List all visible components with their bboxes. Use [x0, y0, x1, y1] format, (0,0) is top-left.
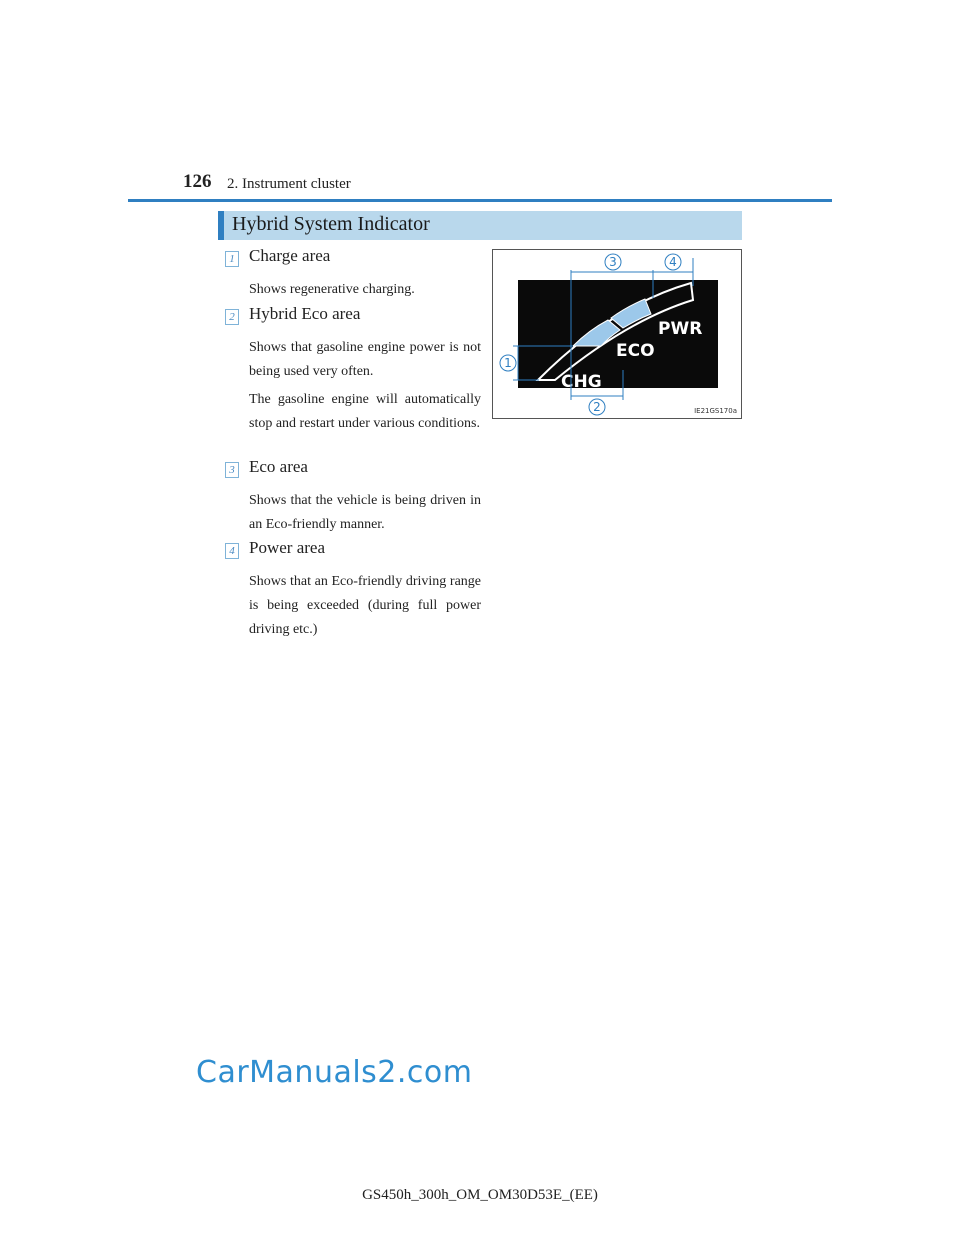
item-paragraph: Shows that the vehicle is being driven in an Eco-friendly manner.	[249, 493, 481, 532]
item-head	[225, 246, 481, 272]
item-number: 3	[225, 462, 239, 478]
item-paragraph: The gasoline engine will automatically stop and restart under various conditions.	[249, 392, 481, 431]
item-head	[225, 457, 481, 483]
callout-3: 3	[609, 255, 617, 269]
page-number: 126	[183, 171, 212, 192]
callout-4: 4	[669, 255, 677, 269]
header-rule	[128, 199, 832, 202]
item-eco-area	[225, 457, 481, 537]
item-paragraph: Shows regenerative charging.	[249, 282, 415, 297]
pwr-label: PWR	[658, 319, 703, 339]
item-title: Eco area	[249, 457, 308, 476]
hybrid-indicator-diagram	[493, 250, 743, 420]
section-title: Hybrid System Indicator	[232, 213, 430, 235]
item-title: Charge area	[249, 246, 331, 265]
item-title: Hybrid Eco area	[249, 304, 361, 323]
item-number: 4	[225, 543, 239, 559]
item-power-area	[225, 538, 481, 642]
eco-label: ECO	[616, 341, 655, 361]
section-title-bar	[218, 211, 742, 240]
footer-code: GS450h_300h_OM_OM30D53E_(EE)	[362, 1187, 598, 1203]
chg-label: CHG	[561, 372, 602, 392]
callout-2: 2	[593, 400, 601, 414]
item-head	[225, 304, 481, 330]
item-paragraph: Shows that an Eco-friendly driving range is being exceeded (during full power driving etc.)	[249, 574, 481, 637]
item-number: 1	[225, 251, 239, 267]
callout-1: 1	[504, 356, 512, 370]
figure-code: IE21GS170a	[694, 407, 737, 415]
item-head	[225, 538, 481, 564]
watermark: CarManuals2.com	[196, 1055, 473, 1090]
item-paragraph: Shows that gasoline engine power is not being used very often.	[249, 340, 481, 379]
running-title: 2. Instrument cluster	[227, 176, 351, 192]
item-hybrid-eco-area	[225, 304, 481, 436]
hybrid-indicator-figure	[492, 249, 742, 419]
item-title: Power area	[249, 538, 325, 557]
item-charge-area	[225, 246, 481, 302]
item-number: 2	[225, 309, 239, 325]
